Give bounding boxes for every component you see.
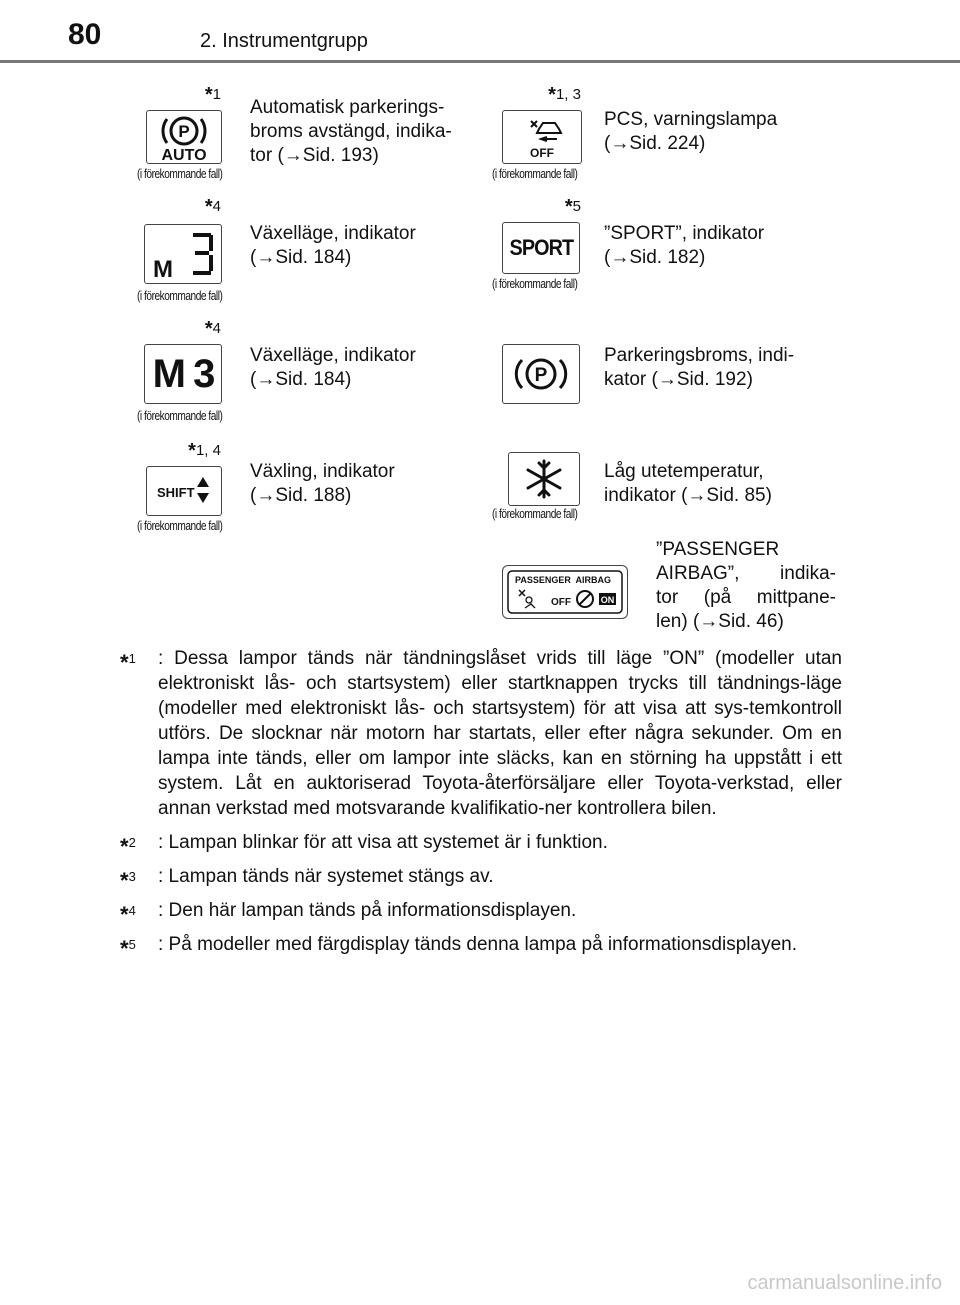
indicator-description: Parkeringsbroms, indi- kator (→Sid. 192) — [604, 345, 795, 390]
icon-label-on: ON — [600, 595, 615, 605]
indicator-description: Automatisk parkerings- broms avstängd, indika- tor (→Sid. 193) — [250, 97, 452, 166]
footnote-ref: *4 — [204, 318, 221, 340]
footnote-ref: *5 — [564, 196, 581, 218]
parking-brake-auto-icon — [146, 110, 222, 164]
indicator-description: Låg utetemperatur, indikator (→Sid. 85) — [604, 461, 772, 506]
footnote-2: *$^2$ : Lampan blinkar för att visa att systemet är i funktion. — [120, 832, 608, 859]
chapter-title: 2. Instrumentgrupp — [200, 30, 368, 52]
passenger-airbag-icon — [502, 565, 628, 619]
footnote-ref: *1, 3 — [548, 84, 581, 106]
condition-note: (i förekommande fall) — [492, 276, 578, 291]
pcs-off-icon — [502, 110, 582, 164]
icon-label: M 3 — [152, 351, 214, 396]
parking-brake-icon — [502, 344, 580, 404]
icon-label: M — [153, 256, 173, 283]
indicator-description: ”PASSENGER AIRBAG”, indika- tor (på mittpane- len) (→Sid. 46) — [656, 539, 836, 632]
svg-text:P: P — [178, 122, 190, 141]
footnote-3: *$^3$ : Lampan tänds när systemet stängs av. — [120, 866, 494, 893]
condition-note: (i förekommande fall) — [137, 166, 223, 181]
footnote-4: *$^4$ : Den här lampan tänds på informationsdisplayen. — [120, 900, 577, 927]
icon-label: P — [534, 365, 548, 386]
icon-label: AUTO — [161, 147, 207, 163]
condition-note: (i förekommande fall) — [137, 288, 223, 303]
footnote-5: *$^5$ : På modeller med färgdisplay tänds denna lampa på informationsdisplayen. — [120, 934, 797, 961]
condition-note: (i förekommande fall) — [492, 166, 578, 181]
icon-label: SHIFT — [157, 485, 195, 500]
watermark: carmanualsonline.info — [747, 1272, 942, 1294]
indicator-description: Växelläge, indikator (→Sid. 184) — [250, 345, 416, 390]
page-number: 80 — [68, 18, 102, 51]
indicator-description: ”SPORT”, indikator (→Sid. 182) — [604, 223, 765, 268]
icon-label-off: OFF — [551, 597, 571, 608]
footnote-1: *$^1$ : Dessa lampor tänds när tändningslåset vrids till läge ”ON” (modeller utan elektroniskt lås- och startsystem) eller startknappen trycks till tändnings-läge (modeller med elektroniskt lås- och startsystem) för att visa att sys-temkontroll utförs. De slocknar när motorn har startats, eller efter några sekunder. Om en lampa inte tänds, eller om lampor inte släcks, kan en störning ha uppstått i ett system. Låt en auktoriserad Toyota-återförsäljare eller Toyota-verkstad, eller annan verkstad med motsvarande kvalifikatio-ner kontrollera bilen. — [120, 648, 842, 819]
header-rule — [0, 60, 960, 63]
sport-icon — [502, 222, 580, 274]
indicator-description: Växelläge, indikator (→Sid. 184) — [250, 223, 416, 268]
footnotes — [120, 646, 842, 966]
condition-note: (i förekommande fall) — [137, 518, 223, 533]
icon-label: OFF — [530, 146, 554, 160]
gear-m3-icon — [144, 344, 222, 404]
icon-label: SPORT — [509, 235, 573, 260]
page-header — [0, 0, 960, 62]
footnote-ref: *4 — [204, 196, 221, 218]
icon-label: PASSENGER AIRBAG — [514, 575, 612, 585]
indicator-description: PCS, varningslampa (→Sid. 224) — [604, 109, 778, 154]
shift-icon — [146, 466, 222, 516]
indicator-description: Växling, indikator (→Sid. 188) — [250, 461, 395, 506]
footnote-ref: *1 — [204, 84, 221, 106]
condition-note: (i förekommande fall) — [137, 408, 223, 423]
footnote-ref: *1, 4 — [188, 440, 221, 462]
gear-m-digit-icon — [144, 224, 222, 284]
snowflake-icon — [508, 452, 580, 506]
condition-note: (i förekommande fall) — [492, 506, 578, 521]
